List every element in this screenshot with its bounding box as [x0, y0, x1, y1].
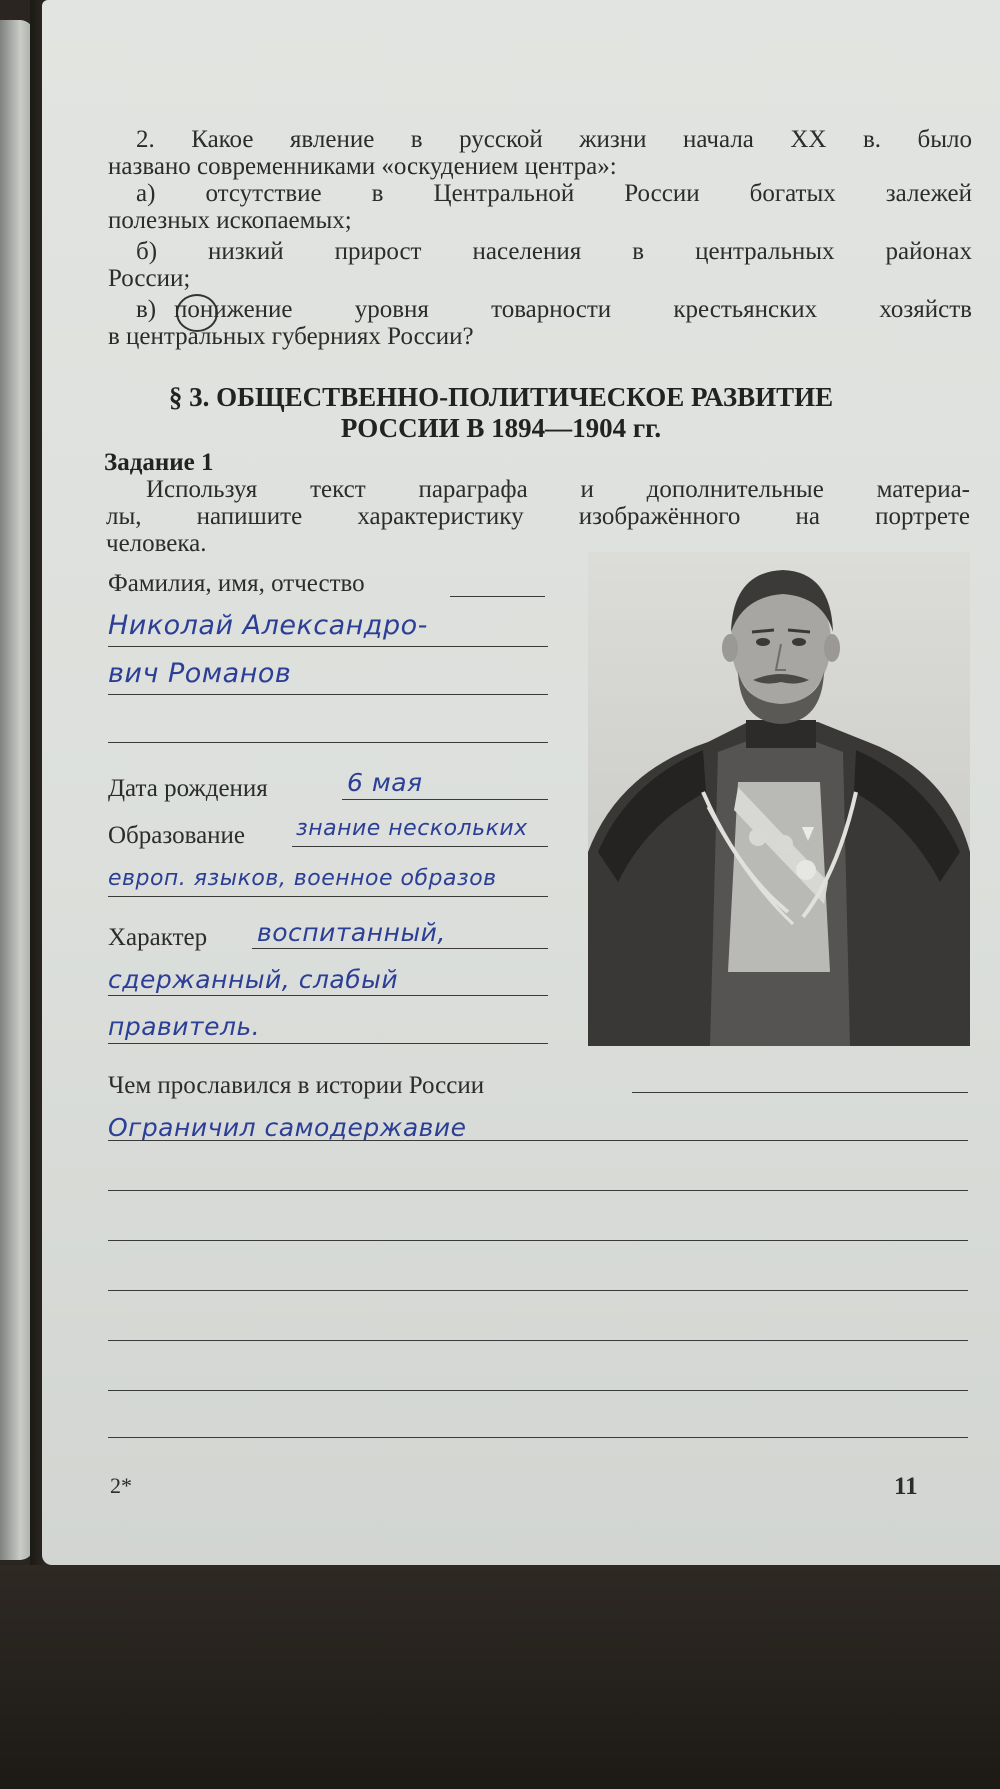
option-a-line1: а) отсутствие в Центральной России богатых залежей [136, 180, 972, 207]
option-b-line1: б) низкий прирост населения в центральных районах [136, 238, 972, 265]
fio-line [450, 596, 545, 597]
table-surface [0, 1565, 1000, 1789]
fame-label: Чем прославился в истории России [108, 1072, 485, 1099]
character-line-3 [108, 1043, 548, 1044]
left-page-edge [0, 20, 34, 1560]
birth-label: Дата рождения [108, 775, 268, 802]
option-c-line1: понижение уровня товарности крестьянских хозяйств [174, 296, 972, 323]
fame-line-6 [108, 1340, 968, 1341]
birth-line [342, 799, 548, 800]
task1-instruction-line1: Используя текст параграфа и дополнительные материа- [146, 476, 970, 503]
character-answer-line3: правитель. [108, 1012, 261, 1041]
character-answer-line1: воспитанный, [257, 918, 446, 947]
education-answer-line2: европ. языков, военное образов [108, 866, 497, 891]
signature-mark: 2* [110, 1473, 132, 1498]
fio-label: Фамилия, имя, отчество [108, 570, 365, 597]
fame-line-4 [108, 1240, 968, 1241]
question2-line2: названо современниками «оскудением центра»: [108, 153, 617, 180]
fio-answer-line1: Николай Александро- [108, 610, 428, 641]
option-a-line2: полезных ископаемых; [108, 207, 352, 234]
option-c-line2: в центральных губерниях России? [108, 323, 474, 350]
fio-line-2 [108, 646, 548, 647]
section-title-line1: § 3. ОБЩЕСТВЕННО-ПОЛИТИЧЕСКОЕ РАЗВИТИЕ [168, 382, 834, 412]
education-line [292, 846, 548, 847]
fio-line-3 [108, 694, 548, 695]
task1-instruction-line2: лы, напишите характеристику изображённого на портрете [106, 503, 970, 530]
option-c-marker: в) [136, 296, 157, 323]
fame-line-8 [108, 1437, 968, 1438]
fio-line-4 [108, 742, 548, 743]
portrait-photo [588, 552, 970, 1046]
fame-line-2 [108, 1140, 968, 1141]
workbook-page [42, 0, 1000, 1565]
birth-answer: 6 мая [347, 768, 423, 797]
character-answer-line2: сдержанный, слабый [108, 965, 399, 994]
fame-line-5 [108, 1290, 968, 1291]
section-title-line2: РОССИИ В 1894—1904 гг. [340, 413, 662, 443]
character-label: Характер [108, 924, 208, 951]
education-answer-line1: знание нескольких [296, 816, 528, 841]
question2-line1: 2. Какое явление в русской жизни начала XX в. было [136, 126, 972, 153]
character-line [252, 948, 548, 949]
task1-heading: Задание 1 [104, 449, 214, 476]
character-line-2 [108, 995, 548, 996]
education-label: Образование [108, 822, 246, 849]
page-number: 11 [894, 1473, 918, 1500]
portrait-image [588, 552, 970, 1046]
fame-line-3 [108, 1190, 968, 1191]
fame-line [632, 1092, 968, 1093]
fio-answer-line2: вич Романов [108, 658, 292, 689]
fame-line-7 [108, 1390, 968, 1391]
education-line-2 [108, 896, 548, 897]
option-b-line2: России; [108, 265, 191, 292]
task1-instruction-line3: человека. [106, 530, 207, 557]
fame-answer: Ограничил самодержавие [108, 1113, 467, 1142]
